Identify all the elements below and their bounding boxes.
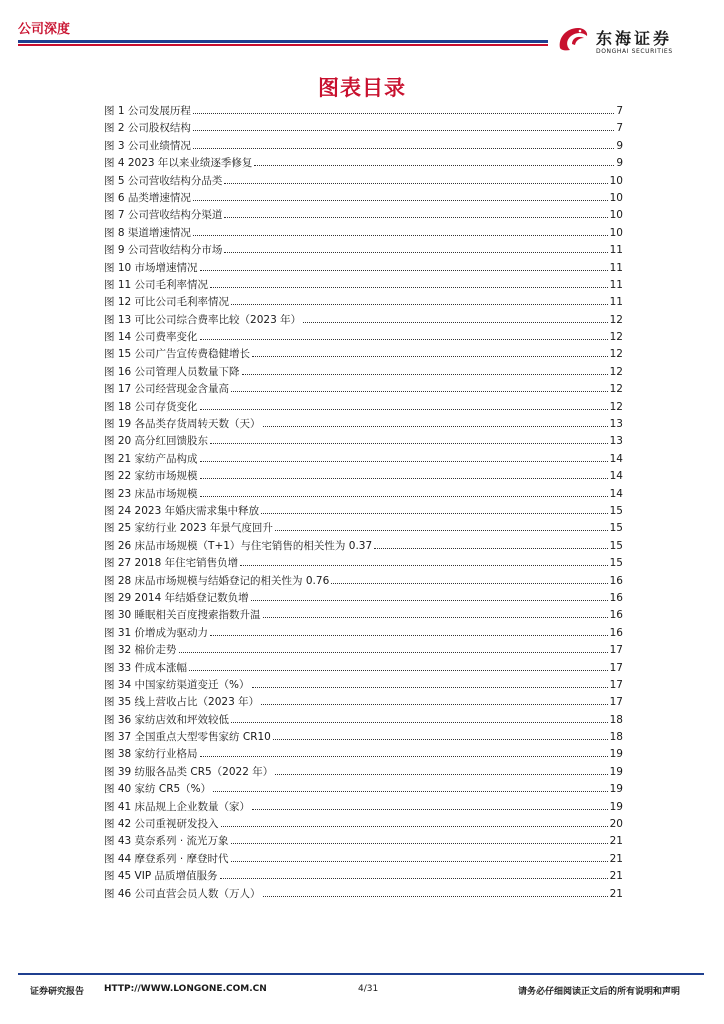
toc-entry[interactable] bbox=[104, 833, 623, 850]
toc-leader-dots bbox=[210, 625, 608, 636]
dragon-logo-icon bbox=[556, 22, 590, 54]
toc-entry[interactable] bbox=[104, 277, 623, 294]
toc-entry-label: 图 16 公司管理人员数量下降 bbox=[104, 365, 240, 378]
toc-entry-page: 14 bbox=[609, 487, 623, 500]
toc-entry[interactable] bbox=[104, 260, 623, 277]
toc-entry-label: 图 46 公司直营会员人数（万人） bbox=[104, 887, 261, 900]
toc-entry[interactable] bbox=[104, 294, 623, 311]
toc-leader-dots bbox=[231, 833, 608, 844]
toc-entry[interactable] bbox=[104, 155, 623, 172]
toc-entry[interactable] bbox=[104, 451, 623, 468]
toc-entry-page: 12 bbox=[609, 313, 623, 326]
toc-entry-label: 图 30 睡眠相关百度搜索指数升温 bbox=[104, 609, 261, 622]
toc-leader-dots bbox=[193, 190, 608, 201]
toc-entry-page: 11 bbox=[609, 261, 623, 274]
toc-entry-label: 图 17 公司经营现金含量高 bbox=[104, 383, 230, 396]
toc-leader-dots bbox=[193, 120, 614, 131]
logo-english-name: DONGHAI SECURITIES bbox=[596, 48, 673, 55]
toc-leader-dots bbox=[263, 886, 608, 897]
toc-leader-dots bbox=[231, 851, 608, 862]
toc-entry-label: 图 22 家纺市场规模 bbox=[104, 470, 198, 483]
toc-entry-page: 12 bbox=[609, 400, 623, 413]
toc-leader-dots bbox=[261, 503, 608, 514]
toc-entry-label: 图 1 公司发展历程 bbox=[104, 105, 191, 117]
toc-entry-label: 图 37 全国重点大型零售家纺 CR10 bbox=[104, 731, 271, 744]
toc-entry-label: 图 25 家纺行业 2023 年景气度回升 bbox=[104, 522, 273, 535]
toc-entry-page: 16 bbox=[609, 591, 623, 604]
toc-leader-dots bbox=[224, 173, 607, 184]
toc-entry-page: 13 bbox=[609, 418, 623, 431]
toc-entry-page: 11 bbox=[609, 244, 623, 257]
toc-entry[interactable] bbox=[104, 764, 623, 781]
toc-entry-page: 17 bbox=[609, 696, 623, 709]
toc-leader-dots bbox=[273, 729, 608, 740]
toc-leader-dots bbox=[200, 260, 608, 271]
toc-leader-dots bbox=[213, 781, 607, 792]
toc-entry-page: 21 bbox=[609, 852, 623, 865]
toc-entry[interactable] bbox=[104, 173, 623, 190]
logo-chinese-name: 东海证券 bbox=[596, 29, 673, 48]
toc-leader-dots bbox=[200, 746, 608, 757]
toc-entry-page: 21 bbox=[609, 870, 623, 883]
toc-entry[interactable] bbox=[104, 746, 623, 763]
header-rule-red bbox=[18, 44, 548, 46]
toc-entry-page: 10 bbox=[609, 174, 623, 187]
toc-entry[interactable] bbox=[104, 225, 623, 242]
toc-entry[interactable] bbox=[104, 381, 623, 398]
toc-entry-page: 17 bbox=[609, 678, 623, 691]
toc-entry-label: 图 45 VIP 品质增值服务 bbox=[104, 870, 218, 883]
toc-leader-dots bbox=[221, 816, 608, 827]
toc-entry-page: 19 bbox=[609, 800, 623, 813]
toc-entry[interactable] bbox=[104, 242, 623, 259]
toc-entry[interactable] bbox=[104, 468, 623, 485]
toc-leader-dots bbox=[252, 346, 608, 357]
toc-entry[interactable] bbox=[104, 346, 623, 363]
toc-leader-dots bbox=[331, 573, 607, 584]
toc-entry[interactable] bbox=[104, 503, 623, 520]
toc-entry-label: 图 21 家纺产品构成 bbox=[104, 452, 198, 465]
toc-entry-label: 图 20 高分红回馈股东 bbox=[104, 435, 209, 448]
toc-entry-label: 图 41 床品规上企业数量（家） bbox=[104, 800, 251, 813]
toc-entry-label: 图 28 床品市场规模与结婚登记的相关性为 0.76 bbox=[104, 574, 330, 587]
toc-entry-page: 18 bbox=[609, 731, 623, 744]
toc-entry-label: 图 19 各品类存货周转天数（天） bbox=[104, 418, 261, 431]
toc-entry[interactable] bbox=[104, 712, 623, 729]
toc-entry[interactable] bbox=[104, 103, 623, 120]
toc-entry-label: 图 4 2023 年以来业绩逐季修复 bbox=[104, 157, 253, 170]
toc-entry-page: 21 bbox=[609, 835, 623, 848]
toc-entry-page: 12 bbox=[609, 348, 623, 361]
toc-leader-dots bbox=[210, 277, 608, 288]
toc-leader-dots bbox=[275, 520, 608, 531]
toc-entry-page: 19 bbox=[609, 765, 623, 778]
toc-entry-page: 16 bbox=[609, 609, 623, 622]
footer-disclaimer: 请务必仔细阅读正文后的所有说明和声明 bbox=[518, 987, 681, 997]
toc-entry-page: 17 bbox=[609, 661, 623, 674]
toc-leader-dots bbox=[254, 155, 614, 166]
toc-leader-dots bbox=[252, 677, 608, 688]
toc-leader-dots bbox=[240, 555, 608, 566]
toc-entry-label: 图 44 摩登系列 · 摩登时代 bbox=[104, 852, 229, 865]
toc-entry-label: 图 2 公司股权结构 bbox=[104, 122, 191, 135]
toc-entry-label: 图 27 2018 年住宅销售负增 bbox=[104, 557, 239, 570]
toc-entry-label: 图 40 家纺 CR5（%） bbox=[104, 783, 212, 796]
toc-entry-label: 图 13 可比公司综合费率比较（2023 年） bbox=[104, 313, 302, 326]
toc-entry[interactable] bbox=[104, 138, 623, 155]
toc-entry-label: 图 14 公司费率变化 bbox=[104, 331, 198, 344]
toc-entry-page: 14 bbox=[609, 452, 623, 465]
toc-leader-dots bbox=[261, 694, 608, 705]
toc-entry[interactable] bbox=[104, 590, 623, 607]
toc-entry-label: 图 42 公司重视研发投入 bbox=[104, 818, 219, 831]
toc-entry[interactable] bbox=[104, 486, 623, 503]
footer-report-type: 证券研究报告 bbox=[30, 987, 85, 997]
toc-entry-page: 20 bbox=[609, 818, 623, 831]
toc-entry-label: 图 8 渠道增速情况 bbox=[104, 226, 191, 239]
toc-entry[interactable] bbox=[104, 520, 623, 537]
toc-entry[interactable] bbox=[104, 886, 623, 903]
toc-entry-label: 图 6 品类增速情况 bbox=[104, 191, 191, 204]
donghai-logo bbox=[556, 22, 716, 54]
toc-entry[interactable] bbox=[104, 399, 623, 416]
toc-entry[interactable] bbox=[104, 329, 623, 346]
toc-entry[interactable] bbox=[104, 868, 623, 885]
toc-entry-page: 12 bbox=[609, 365, 623, 378]
toc-entry-page: 21 bbox=[609, 887, 623, 900]
toc-entry-page: 12 bbox=[609, 383, 623, 396]
toc-entry-label: 图 29 2014 年结婚登记数负增 bbox=[104, 591, 249, 604]
toc-entry-page: 17 bbox=[609, 644, 623, 657]
toc-entry[interactable] bbox=[104, 538, 623, 555]
toc-entry-label: 图 38 家纺行业格局 bbox=[104, 748, 198, 761]
toc-entry-page: 9 bbox=[616, 139, 623, 152]
toc-entry[interactable] bbox=[104, 781, 623, 798]
toc-entry[interactable] bbox=[104, 799, 623, 816]
toc-entry-label: 图 5 公司营收结构分品类 bbox=[104, 174, 223, 187]
toc-entry-page: 18 bbox=[609, 713, 623, 726]
toc-entry-label: 图 35 线上营收占比（2023 年） bbox=[104, 696, 260, 709]
page-title: 图表目录 bbox=[318, 76, 406, 100]
toc-entry-label: 图 18 公司存货变化 bbox=[104, 400, 198, 413]
toc-leader-dots bbox=[210, 433, 608, 444]
page-header bbox=[0, 0, 724, 60]
toc-leader-dots bbox=[179, 642, 608, 653]
toc-leader-dots bbox=[231, 381, 608, 392]
toc-entry-page: 19 bbox=[609, 748, 623, 761]
toc-entry-page: 11 bbox=[609, 278, 623, 291]
toc-leader-dots bbox=[263, 416, 608, 427]
toc-entry[interactable] bbox=[104, 642, 623, 659]
toc-entry[interactable] bbox=[104, 312, 623, 329]
toc-entry[interactable] bbox=[104, 555, 623, 572]
toc-leader-dots bbox=[263, 607, 608, 618]
toc-entry-page: 10 bbox=[609, 226, 623, 239]
section-label: 公司深度 bbox=[18, 22, 71, 37]
toc-entry-label: 图 36 家纺店效和坪效较低 bbox=[104, 713, 230, 726]
toc-leader-dots bbox=[231, 294, 608, 305]
toc-entry-label: 图 12 可比公司毛利率情况 bbox=[104, 296, 230, 309]
toc-entry[interactable] bbox=[104, 694, 623, 711]
toc-leader-dots bbox=[193, 225, 608, 236]
toc-entry-label: 图 7 公司营收结构分渠道 bbox=[104, 209, 223, 222]
toc-entry-label: 图 11 公司毛利率情况 bbox=[104, 278, 209, 291]
toc-entry-label: 图 32 棉价走势 bbox=[104, 644, 177, 657]
toc-entry-page: 9 bbox=[616, 157, 623, 170]
toc-leader-dots bbox=[252, 799, 608, 810]
toc-entry[interactable] bbox=[104, 729, 623, 746]
toc-entry-label: 图 10 市场增速情况 bbox=[104, 261, 198, 274]
toc-leader-dots bbox=[200, 399, 608, 410]
toc-entry-label: 图 24 2023 年婚庆需求集中释放 bbox=[104, 504, 260, 517]
toc-entry-page: 15 bbox=[609, 557, 623, 570]
toc-entry-page: 15 bbox=[609, 504, 623, 517]
footer-website-link[interactable]: HTTP://WWW.LONGONE.COM.CN bbox=[104, 984, 267, 994]
toc-entry[interactable] bbox=[104, 207, 623, 224]
toc-entry-label: 图 26 床品市场规模（T+1）与住宅销售的相关性为 0.37 bbox=[104, 539, 373, 552]
toc-entry[interactable] bbox=[104, 851, 623, 868]
toc-entry-page: 16 bbox=[609, 574, 623, 587]
toc-leader-dots bbox=[374, 538, 607, 549]
toc-leader-dots bbox=[200, 486, 608, 497]
toc-entry-label: 图 43 莫奈系列 · 流光万象 bbox=[104, 835, 229, 848]
toc-leader-dots bbox=[224, 207, 607, 218]
toc-entry-label: 图 15 公司广告宣传费稳健增长 bbox=[104, 348, 251, 361]
toc-entry[interactable] bbox=[104, 660, 623, 677]
toc-entry[interactable] bbox=[104, 364, 623, 381]
toc-entry[interactable] bbox=[104, 677, 623, 694]
toc-entry-page: 15 bbox=[609, 539, 623, 552]
toc-entry-page: 7 bbox=[616, 105, 623, 117]
toc-entry-label: 图 33 件成本涨幅 bbox=[104, 661, 188, 674]
toc-entry[interactable] bbox=[104, 120, 623, 137]
toc-entry[interactable] bbox=[104, 625, 623, 642]
toc-entry[interactable] bbox=[104, 190, 623, 207]
toc-leader-dots bbox=[303, 312, 608, 323]
toc-entry-page: 16 bbox=[609, 626, 623, 639]
toc-entry-page: 11 bbox=[609, 296, 623, 309]
toc-entry-label: 图 9 公司营收结构分市场 bbox=[104, 244, 223, 257]
toc-leader-dots bbox=[224, 242, 607, 253]
toc-leader-dots bbox=[200, 468, 608, 479]
toc-entry-label: 图 34 中国家纺渠道变迁（%） bbox=[104, 678, 250, 691]
toc-entry-label: 图 31 价增成为驱动力 bbox=[104, 626, 209, 639]
toc-entry[interactable] bbox=[104, 416, 623, 433]
toc-entry-page: 19 bbox=[609, 783, 623, 796]
toc-entry-label: 图 3 公司业绩情况 bbox=[104, 139, 191, 152]
toc-entry[interactable] bbox=[104, 607, 623, 624]
toc-entry[interactable] bbox=[104, 816, 623, 833]
toc-entry-page: 12 bbox=[609, 331, 623, 344]
toc-leader-dots bbox=[193, 103, 614, 114]
toc-entry-page: 15 bbox=[609, 522, 623, 535]
toc-leader-dots bbox=[251, 590, 608, 601]
toc-entry-label: 图 23 床品市场规模 bbox=[104, 487, 198, 500]
toc-entry[interactable] bbox=[104, 433, 623, 450]
toc-leader-dots bbox=[200, 451, 608, 462]
toc-entry[interactable] bbox=[104, 573, 623, 590]
toc-leader-dots bbox=[242, 364, 608, 375]
toc-entry-page: 13 bbox=[609, 435, 623, 448]
footer-rule bbox=[18, 973, 704, 975]
header-rule-blue bbox=[18, 40, 548, 43]
footer-page-number: 4/31 bbox=[358, 984, 379, 994]
toc-leader-dots bbox=[275, 764, 607, 775]
toc-entry-page: 14 bbox=[609, 470, 623, 483]
toc-entry-page: 10 bbox=[609, 191, 623, 204]
toc-leader-dots bbox=[220, 868, 608, 879]
toc-leader-dots bbox=[193, 138, 614, 149]
figure-index-list bbox=[104, 103, 623, 903]
toc-entry-page: 10 bbox=[609, 209, 623, 222]
toc-leader-dots bbox=[231, 712, 608, 723]
toc-leader-dots bbox=[200, 329, 608, 340]
toc-entry-page: 7 bbox=[616, 122, 623, 135]
toc-leader-dots bbox=[189, 660, 608, 671]
toc-entry-label: 图 39 纺服各品类 CR5（2022 年） bbox=[104, 765, 274, 778]
